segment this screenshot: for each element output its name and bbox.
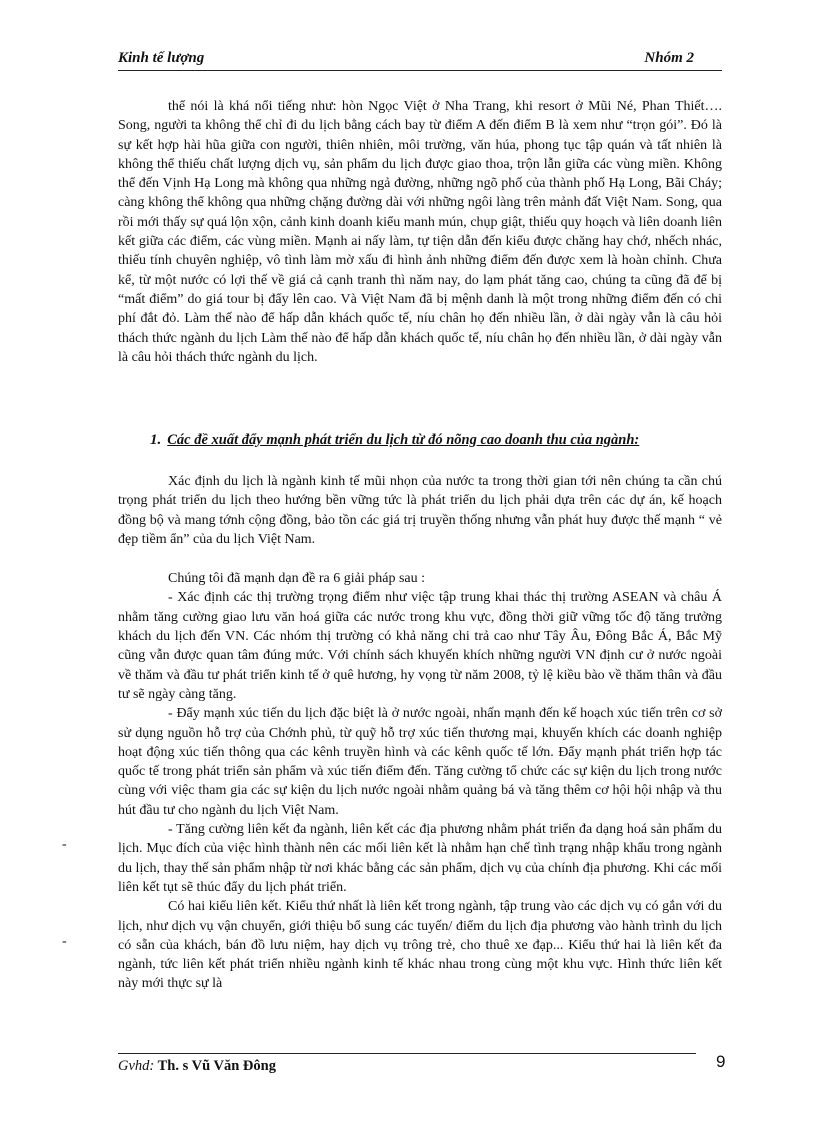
section-heading [150, 432, 730, 449]
footer-divider [118, 1053, 696, 1054]
page-header [118, 50, 722, 71]
margin-mark: - [62, 837, 67, 852]
paragraph: Xác định du lịch là ngành kinh tế mũi nhọn của nước ta trong thời gian tới nên chúng ta cần chú trọng phát triển du lịch theo hướng bền vững tức là phát triển du lịch phải dựa trên các dự án, kế hoạch đồng bộ và mang tớnh cộng đồng, bảo tồn các giá trị truyền thống nhưng vẫn phát huy được thế mạnh “ vẻ đẹp tiềm ẩn” của du lịch Việt Nam. [118, 474, 722, 547]
margin-mark: - [62, 934, 67, 949]
footer-advisor-name: Th. s Vũ Văn Đông [154, 1058, 276, 1074]
footer-separator: : [149, 1058, 155, 1074]
paragraph: - Tăng cường liên kết đa ngành, liên kết các địa phương nhằm phát triển đa dạng hoá sản phẩm du lịch. Mục đích của việc hình thành nên các mối liên kết là nhằm hạn chế tình trạng nhập khẩu trong ngành du lịch, thay thế sản phẩm nhập từ nơi khác bằng các sản phẩm, dịch vụ của chính địa phương. Khi các mối liên kết tụt sẽ thúc đẩy du lịch phát triển. [118, 822, 722, 895]
header-group: Nhóm 2 [644, 50, 694, 66]
paragraph: Có hai kiểu liên kết. Kiểu thứ nhất là liên kết trong ngành, tập trung vào các dịch vụ có gắn với du lịch, như dịch vụ vận chuyển, giới thiệu bổ sung các tuyến/ điểm du lịch địa phương vào hành trình du lịch có sẵn của khách, bán đồ lưu niệm, hay dịch vụ trông trẻ, cho thuê xe đạp... Kiểu thứ hai là liên kết đa ngành, tức liên kết phát triển nhiều ngành kinh tế khác nhau trong cùng một khu vực. Hình thức liên kết này mới thực sự là [118, 899, 722, 992]
page-footer [118, 1058, 276, 1075]
paragraph: thể nói là khá nổi tiếng như: hòn Ngọc Việt ở Nha Trang, khi resort ở Mũi Né, Phan Thiết…. Song, người ta không thể chỉ đi du lịch bằng cách bay từ điểm A đến điểm B là xem như “trọn gói”. Đó là sự kết hợp hài hũa giữa con người, thiên nhiên, môi trường, văn húa, phong tục tập quán và tất nhiên là không thể thiếu chất lượng dịch vụ, sản phẩm du lịch được giao thoa, trộn lẫn giữa các vùng miền. Không thể đến Vịnh Hạ Long mà không qua những ngả đường, những ngõ phố của thành phố Hạ Long, Bãi Cháy; càng không thể không qua những chặng đường dài với những ngôi làng trên mảnh đất Việt Nam. Song, qua rồi mới thấy sự quá lộn xộn, cảnh kinh doanh kiểu manh mún, chụp giật, thiếu quy hoạch và liên doanh liên kết giữa các điểm, các vùng miền. Mạnh ai nấy làm, tự tiện dẫn đến kiểu được chăng hay chớ, nhếch nhác, thiếu tính chuyên nghiệp, vô tình làm mờ xấu đi hình ảnh những điểm đến được xem là hoàn chỉnh. Chưa kể, từ một nước có lợi thế về giá cả cạnh tranh thì năm nay, do lạm phát tăng cao, chúng ta cũng đã để bị “mất điểm” do giá tour bị đẩy lên cao. Và Việt Nam đã bị mệnh danh là một trong những điểm đến có chi phí đắt đỏ. Làm thế nào để hấp dẫn khách quốc tế, níu chân họ đến nhiều lần, ở dài ngày vẫn là câu hỏi thách thức ngành du lịch Làm thế nào để hấp dẫn khách quốc tế, níu chân họ đến nhiều lần, ở dài ngày vẫn là câu hỏi thách thức ngành du lịch. [118, 99, 722, 365]
footer-label: Gvhd [118, 1058, 150, 1074]
paragraph: Chúng tôi đã mạnh dạn đề ra 6 giải pháp sau : [168, 571, 425, 587]
section-text-block [118, 472, 722, 994]
paragraph: - Đẩy mạnh xúc tiến du lịch đặc biệt là ở nước ngoài, nhấn mạnh đến kế hoạch xúc tiến trên cơ sở sử dụng nguồn hỗ trợ của Chớnh phủ, từ quỹ hỗ trợ xúc tiến thương mại, khuyến khích các doanh nghiệp hoạt động xúc tiến thông qua các kênh truyền hình và các kênh quốc tế lớn. Đẩy mạnh phát triển hợp tác quốc tế trong phát triển sản phẩm và xúc tiến điểm đến. Tăng cường tổ chức các sự kiện du lịch trong nước cùng với việc tham gia các sự kiện du lịch nước ngoài nhằm quảng bá và tăng thêm cơ hội hội nhập và thu hút đầu tư cho ngành du lịch Việt Nam. [118, 706, 722, 818]
intro-text-block [118, 97, 722, 367]
section-number: 1. [150, 432, 162, 448]
paragraph: - Xác định các thị trường trọng điểm như việc tập trung khai thác thị trường ASEAN và châu Á nhằm tăng cường giao lưu văn hoá giữa các nước trong khu vực, đồng thời giữ vững tốc độ tăng trưởng khách du lịch đến VN. Các nhóm thị trường có khả năng chi trả cao như Tây Âu, Đông Bắc Á, Bắc Mỹ cũng vẫn được quan tâm đúng mức. Với chính sách khuyến khích những người VN định cư ở nước ngoài về thăm và đầu tư phát triển kinh tế ở quê hương, hy vọng từ năm 2008, tỷ lệ kiều bào về thăm thân và đầu tư sẽ ngày càng tăng. [118, 590, 722, 702]
header-subject: Kinh tế lượng [118, 50, 205, 66]
page-number: 9 [716, 1052, 726, 1071]
section-title: Các đề xuất đẩy mạnh phát triển du lịch từ đó nõng cao doanh thu của ngành: [167, 432, 640, 448]
